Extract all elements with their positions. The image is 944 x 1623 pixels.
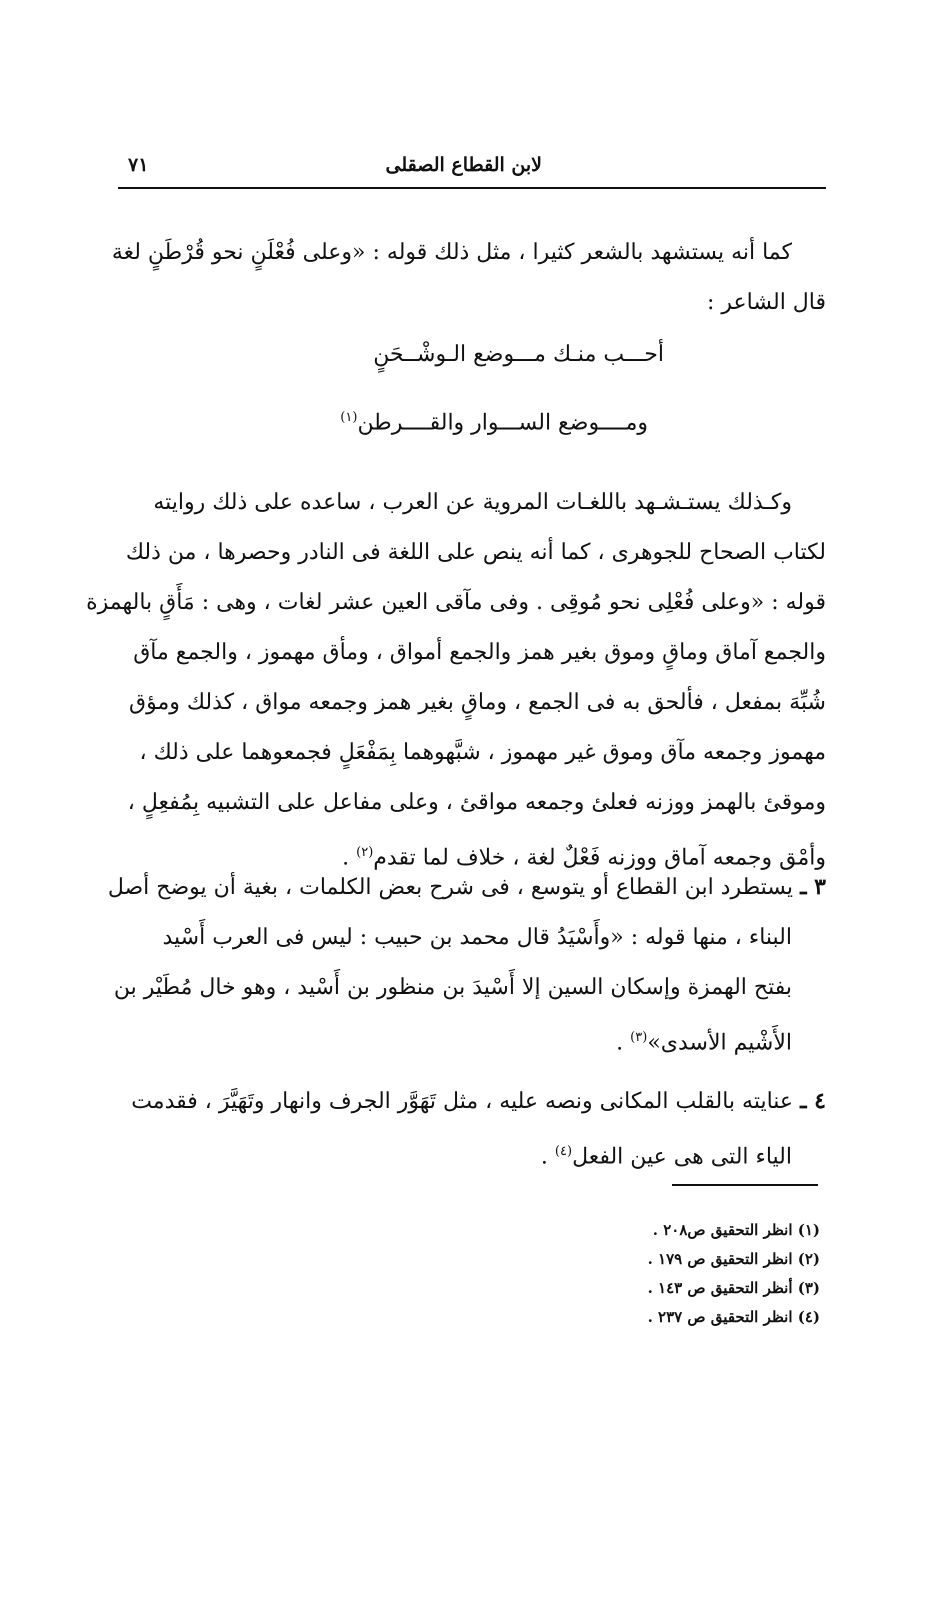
footnote-1: (١) انظر التحقيق ص٢٠٨ . [652,1221,820,1239]
text-line [114,1013,826,1068]
footnote-3: (٣) أنظر التحقيق ص ١٤٣ . [647,1279,820,1297]
text-line-content: يستطرد ابن القطاع أو يتوسع ، فى شرح بعض الكلمات ، بغية أن يوضح أصل [107,875,794,900]
footnote-marker: (٣) [630,1030,648,1045]
text-line: لكتاب الصحاح للجوهرى ، كما أنه ينص على اللغة فى النادر وحصرها ، من ذلك [125,540,826,565]
verse-line-2 [228,410,648,435]
list-item-4 [114,1076,826,1182]
text-line: والجمع آماق وماقٍ وموق بغير همز والجمع أمواق ، ومأق مهموز ، والجمع مآق [133,640,826,665]
verse-line-2-text: ومــــوضع الســـوار والقــــرطن [357,410,648,436]
text-line: شُبِّهَ بمفعل ، فألحق به فى الجمع ، وماقٍ بغير همز وجمعه مواق ، كذلك ومؤق [129,690,826,715]
footnote-rule [672,1184,818,1186]
list-number: ٤ ـ [800,1088,826,1114]
text-line-content: الأَشْيم الأسدى» [647,1030,792,1056]
verse-line-1: أحـــب منـك مـــوضع الـوشْــحَنٍ [373,342,664,367]
running-header [120,150,824,184]
text-line-tail: . [616,1030,631,1056]
text-line [114,1127,826,1182]
text-line-content: عنايته بالقلب المكانى ونصه عليه ، مثل تَهَوَّر الجرف وانهار وتَهَيَّرَ ، فقدمت [131,1089,794,1114]
footnote-marker: (١) [340,410,358,425]
footnote-marker: (٤) [554,1144,573,1159]
footnotes [420,1216,820,1332]
text-line-content: الياء التى هى عين الفعل [572,1144,792,1170]
page-number: ٧١ [128,154,149,176]
footnote-2: (٢) انظر التحقيق ص ١٧٩ . [647,1250,820,1268]
text-line [114,1076,826,1127]
text-line: قوله : «وعلى فُعْلِى نحو مُوقِى . وفى مآقى العين عشر لغات ، وهى : مَأَقٍ بالهمزة [86,590,826,615]
paragraph-dialects [86,478,826,883]
footnote-marker: (٢) [356,845,374,860]
paragraph-poetry-intro [111,228,826,328]
text-line: البناء ، منها قوله : «وأَسْيَدُ قال محمد بن حبيب : ليس فى العرب أَسْيد [162,925,792,950]
text-line-tail: . [342,845,357,871]
list-item-3 [107,862,826,1068]
header-rule [118,187,826,189]
text-line: بفتح الهمزة وإسكان السين إلا أَسْيدَ بن منظور بن أَسْيد ، وهو خال مُطَيْر بن [113,975,792,1000]
list-number: ٣ ـ [800,874,826,900]
text-line [107,862,826,913]
text-line-tail: . [540,1144,555,1170]
text-line: كما أنه يستشهد بالشعر كثيرا ، مثل ذلك قوله : «وعلى فُعْلَنٍ نحو قُرْطَنٍ لغة [111,240,792,265]
text-line: مهموز وجمعه مآق وموق غير مهموز ، شبَّهوهما بِمَفْعَلٍ فجمعوهما على ذلك ، [139,740,826,765]
text-line: وكـذلك يستـشـهد باللغـات المروية عن العرب ، ساعده على ذلك روايته [153,490,792,515]
text-line: وموقئ بالهمز ووزنه فعلئ وجمعه مواقئ ، وعلى مفاعل على التشبيه بِمُفعِلٍ ، [127,790,826,815]
footnote-4: (٤) انظر التحقيق ص ٢٣٧ . [647,1308,820,1326]
text-line-content: وأمْق وجمعه آماق ووزنه فَعْلٌ لغة ، خلاف لما تقدم [373,845,826,871]
header-title: لابن القطاع الصقلى [385,154,542,176]
text-line: قال الشاعر : [706,290,826,315]
